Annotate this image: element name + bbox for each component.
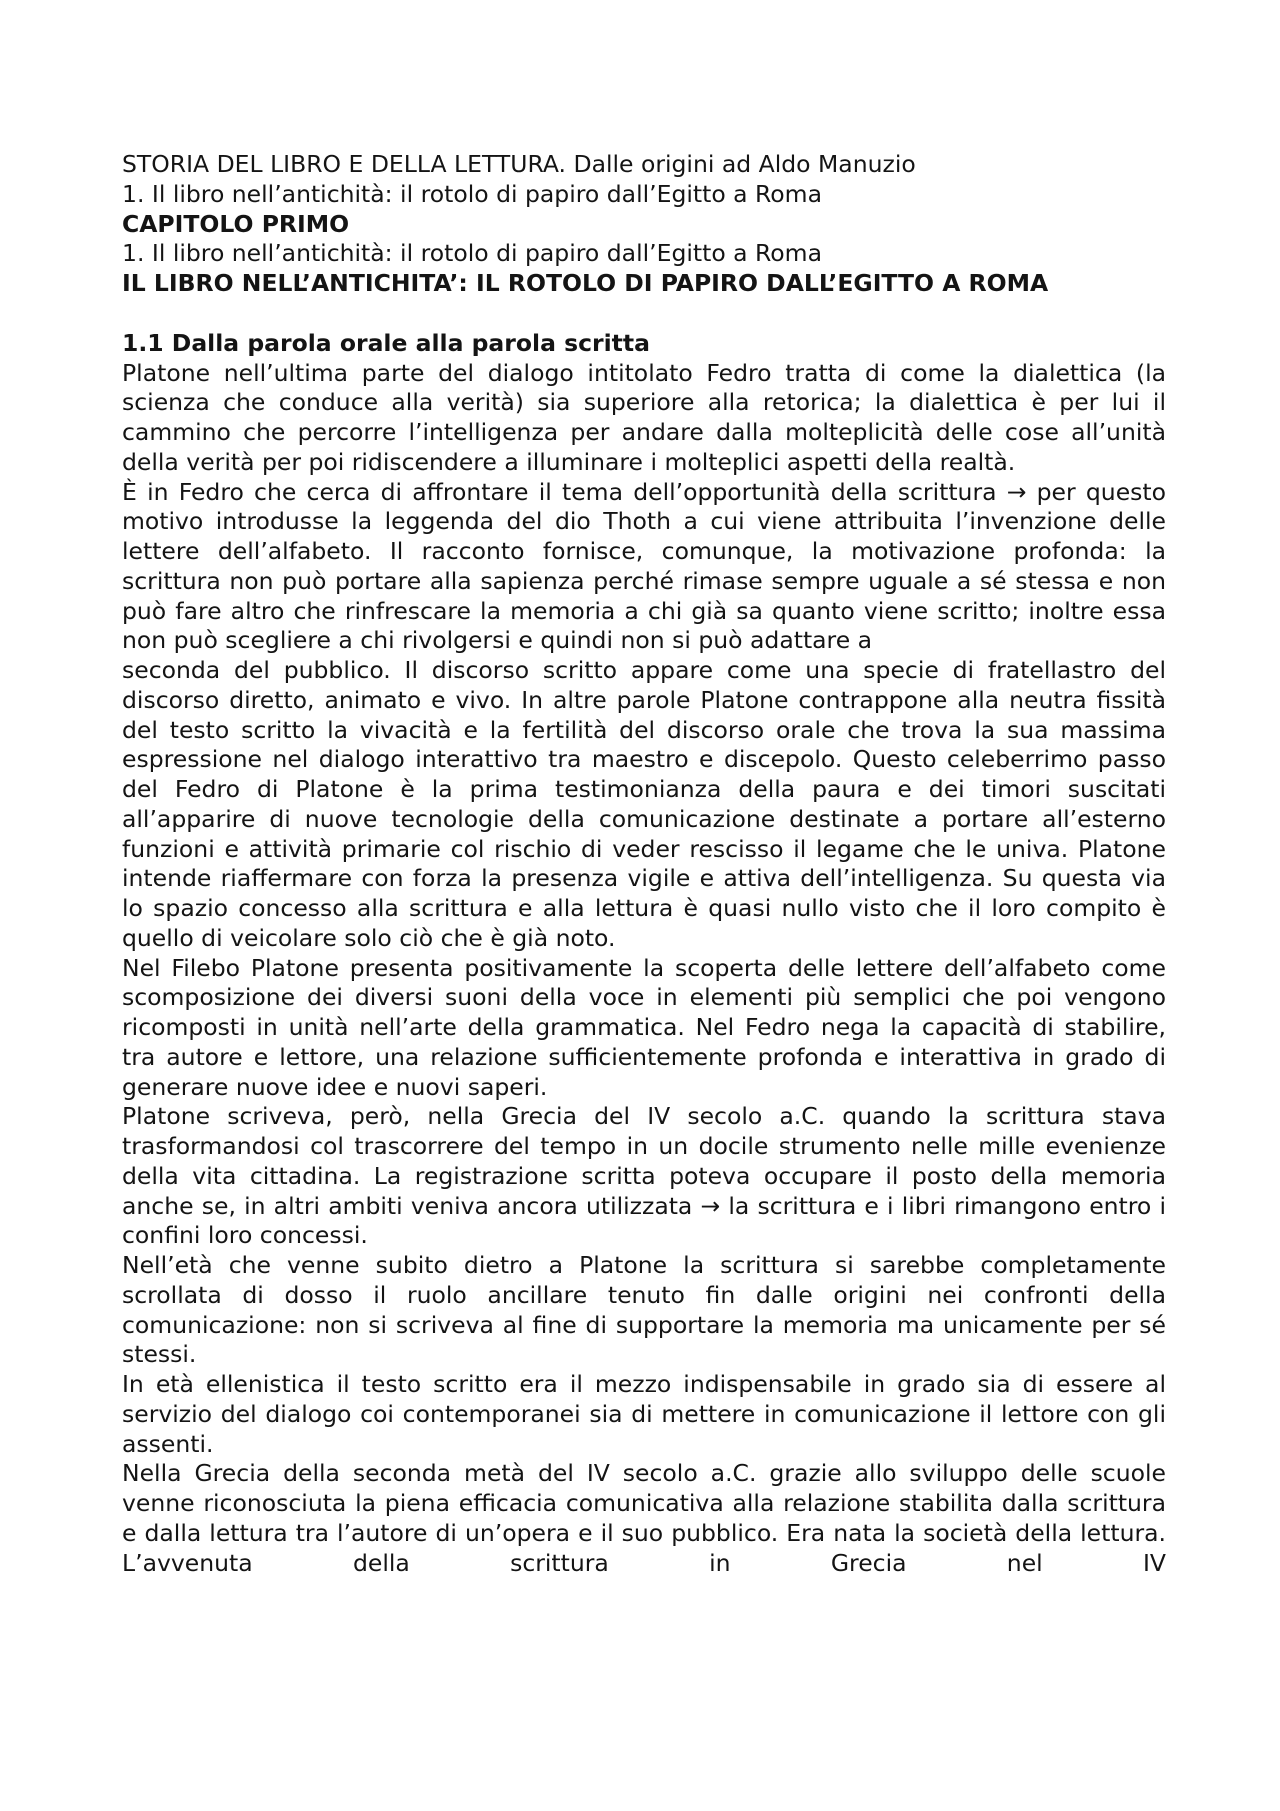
paragraph: È in Fedro che cerca di affrontare il tema dell’opportunità della scrittura → per questo motivo introdusse la leggenda del dio Thoth a cui viene attribuita l’invenzione delle lettere dell’alfabeto. Il racconto fornisce, comunque, la motivazione profonda: la scrittura non può portare alla sapienza perché rimase sempre uguale a sé stessa e non può fare altro che rinfrescare la memoria a chi già sa quanto viene scritto; inoltre essa non può scegliere a chi rivolgersi e quindi non si può adattare a bbox=[122, 477, 1166, 655]
section-heading: 1.1 Dalla parola orale alla parola scritta bbox=[122, 328, 651, 357]
document-page bbox=[122, 150, 1166, 1578]
chapter-reference-repeat: 1. Il libro nell’antichità: il rotolo di papiro dall’Egitto a Roma bbox=[122, 239, 822, 268]
blank-line bbox=[122, 299, 1166, 329]
paragraph: seconda del pubblico. Il discorso scritto appare come una specie di fratellastro del discorso diretto, animato e vivo. In altre parole Platone contrappone alla neutra fissità del testo scritto la vivacità e la fertilità del discorso orale che trova la sua massima espressione nel dialogo interattivo tra maestro e discepolo. Questo celeberrimo passo del Fedro di Platone è la prima testimonianza della paura e dei timori suscitati all’apparire di nuove tecnologie della comunicazione destinate a portare all’esterno funzioni e attività primarie col rischio di veder rescisso il legame che le univa. Platone intende riaffermare con forza la presenza vigile e attiva dell’intelligenza. Su questa via lo spazio concesso alla scrittura e alla lettura è quasi nullo visto che il loro compito è quello di veicolare solo ciò che è già noto. bbox=[122, 656, 1166, 952]
chapter-reference: 1. Il libro nell’antichità: il rotolo di papiro dall’Egitto a Roma bbox=[122, 179, 822, 208]
book-title: STORIA DEL LIBRO E DELLA LETTURA. Dalle origini ad Aldo Manuzio bbox=[122, 150, 916, 178]
paragraph: Platone scriveva, però, nella Grecia del IV secolo a.C. quando la scrittura stava trasformandosi col trascorrere del tempo in un docile strumento nelle mille evenienze della vita cittadina. La registrazione scritta poteva occupare il posto della memoria anche se, in altri ambiti veniva ancora utilizzata → la scrittura e i libri rimangono entro i confini loro concessi. bbox=[122, 1102, 1166, 1250]
paragraph: Nel Filebo Platone presenta positivamente la scoperta delle lettere dell’alfabeto come scomposizione dei diversi suoni della voce in elementi più semplici che poi vengono ricomposti in unità nell’arte della grammatica. Nel Fedro nega la capacità di stabilire, tra autore e lettore, una relazione sufficientemente profonda e interattiva in grado di generare nuove idee e nuovi saperi. bbox=[122, 953, 1166, 1101]
paragraph: In età ellenistica il testo scritto era il mezzo indispensabile in grado sia di essere al servizio del dialogo coi contemporanei sia di mettere in comunicazione il lettore con gli assenti. bbox=[122, 1370, 1166, 1458]
chapter-label: CAPITOLO PRIMO bbox=[122, 209, 350, 238]
paragraph: Platone nell’ultima parte del dialogo intitolato Fedro tratta di come la dialettica (la scienza che conduce alla verità) sia superiore alla retorica; la dialettica è per lui il cammino che percorre l’intelligenza per andare dalla molteplicità delle cose all’unità della verità per poi ridiscendere a illuminare i molteplici aspetti della realtà. bbox=[122, 358, 1166, 476]
paragraph: Nell’età che venne subito dietro a Platone la scrittura si sarebbe completamente scrollata di dosso il ruolo ancillare tenuto fin dalle origini nei confronti della comunicazione: non si scriveva al fine di supportare la memoria ma unicamente per sé stessi. bbox=[122, 1251, 1166, 1369]
paragraph: Nella Grecia della seconda metà del IV secolo a.C. grazie allo sviluppo delle scuole venne riconosciuta la piena efficacia comunicativa alla relazione stabilita dalla scrittura e dalla lettura tra l’autore di un’opera e il suo pubblico. Era nata la società della lettura. L’avvenuta della scrittura in Grecia nel IV bbox=[122, 1459, 1166, 1577]
chapter-title: IL LIBRO NELL’ANTICHITA’: IL ROTOLO DI PAPIRO DALL’EGITTO A ROMA bbox=[122, 269, 1049, 297]
